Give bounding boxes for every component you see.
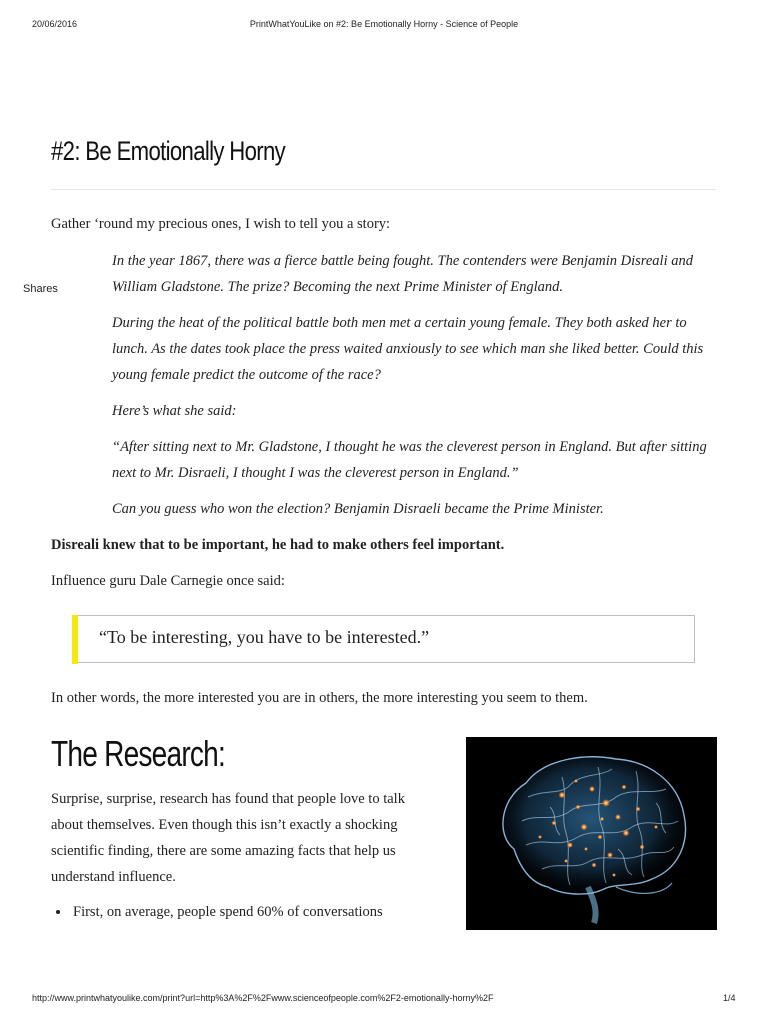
blockquote-text: “To be interesting, you have to be interested.” bbox=[99, 627, 430, 647]
story-quote-paragraph: “After sitting next to Mr. Gladstone, I thought he was the cleverest person in England. But after sitting next to Mr. Disraeli, I thought I was the cleverest person in England.” bbox=[112, 439, 707, 481]
print-header bbox=[0, 19, 768, 31]
carnegie-intro: Influence guru Dale Carnegie once said: bbox=[51, 573, 285, 589]
article-title: #2: Be Emotionally Horny bbox=[51, 136, 286, 166]
bold-statement: Disreali knew that to be important, he had to make others feel important. bbox=[51, 537, 505, 553]
page-number: 1/4 bbox=[723, 993, 736, 1003]
story-paragraph-3: Here’s what she said: bbox=[112, 403, 237, 419]
glowing-brain-image bbox=[466, 737, 717, 930]
print-date: 20/06/2016 bbox=[32, 19, 78, 29]
print-page-title: PrintWhatYouLike on #2: Be Emotionally Horny - Science of People bbox=[249, 19, 519, 29]
print-footer bbox=[0, 993, 768, 1005]
title-divider bbox=[51, 189, 716, 190]
research-paragraph: Surprise, surprise, research has found that people love to talk about themselves. Even though this isn’t exactly a shocking scientific finding, there are some amazing facts that help us understand influence. bbox=[51, 791, 405, 885]
blockquote-accent-bar bbox=[72, 615, 78, 664]
intro-paragraph: Gather ‘round my precious ones, I wish to tell you a story: bbox=[51, 216, 391, 232]
conclusion-paragraph: In other words, the more interested you are in others, the more interesting you seem to them. bbox=[51, 690, 588, 706]
story-paragraph-5: Can you guess who won the election? Benjamin Disraeli became the Prime Minister. bbox=[112, 501, 604, 517]
story-paragraph-1: In the year 1867, there was a fierce battle being fought. The contenders were Benjamin Disreali and William Gladstone. The prize? Becoming the next Prime Minister of England. bbox=[112, 253, 693, 295]
research-heading: The Research: bbox=[51, 733, 226, 774]
brain-illustration bbox=[466, 737, 717, 930]
print-url: http://www.printwhatyoulike.com/print?url=http%3A%2F%2Fwww.scienceofpeople.com%2F2-emotionally-horny%2F bbox=[32, 993, 494, 1003]
research-bullet-list bbox=[51, 899, 383, 925]
shares-label[interactable]: Shares bbox=[23, 283, 58, 295]
list-item: • First, on average, people spend 60% of conversations bbox=[71, 899, 383, 925]
story-paragraph-2: During the heat of the political battle both men met a certain young female. They both asked her to lunch. As the dates took place the press waited anxiously to see which man she liked better. Could this young female predict the outcome of the race? bbox=[112, 315, 704, 383]
